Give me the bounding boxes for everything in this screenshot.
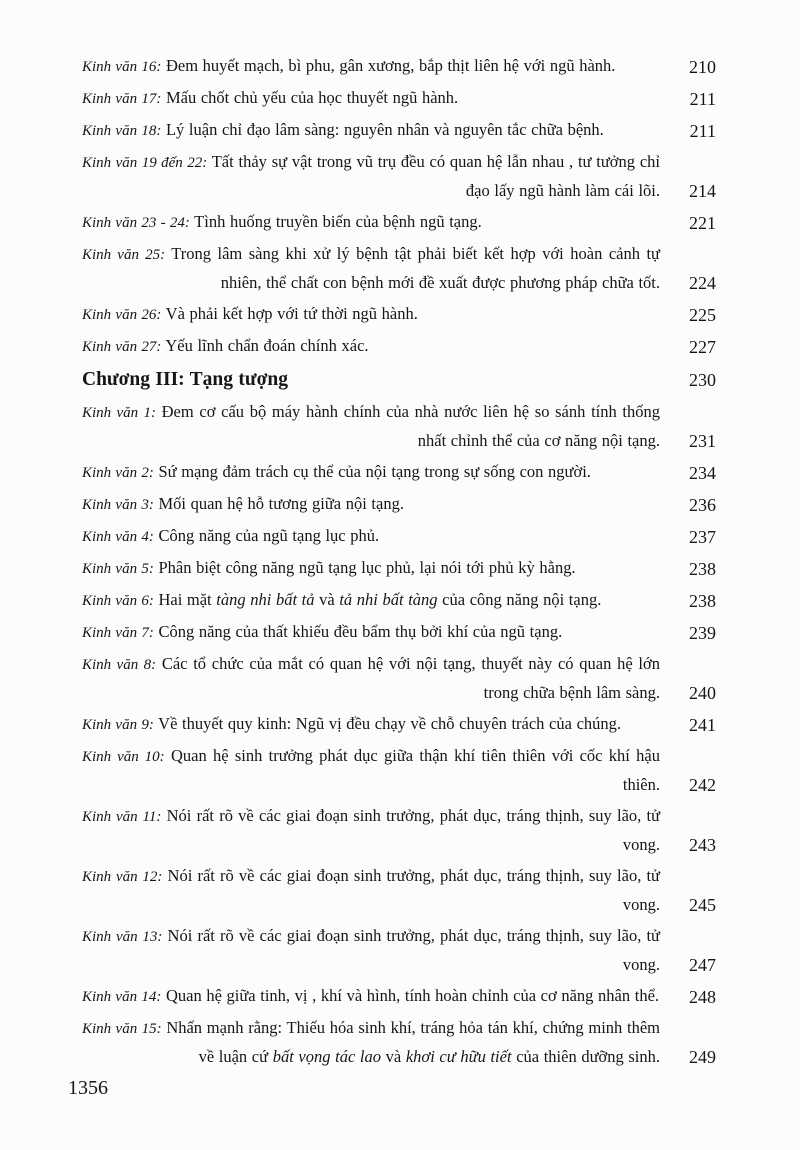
toc-entry <box>82 490 716 519</box>
entry-label: Kinh văn 27: <box>82 339 162 355</box>
entry-text-segment: Và phải kết hợp với tứ thời ngũ hành. <box>165 304 418 323</box>
entry-text-segment: Sứ mạng đảm trách cụ thể của nội tạng trong sự sống con người. <box>158 462 591 481</box>
entry-page-number: 211 <box>689 89 716 109</box>
entry-text-segment: và <box>314 590 340 609</box>
folio-page-number: 1356 <box>68 1077 108 1099</box>
entry-text <box>82 208 660 237</box>
toc-entry <box>82 52 716 81</box>
entry-label: Kinh văn 1: <box>82 405 156 421</box>
toc-entry <box>82 522 716 551</box>
entry-text <box>82 618 660 647</box>
entry-text <box>82 116 660 145</box>
entry-label: Kinh văn 26: <box>82 307 162 323</box>
entry-text <box>82 300 660 329</box>
entry-label: Kinh văn 7: <box>82 625 154 641</box>
entry-label: Kinh văn 17: <box>82 91 162 107</box>
entry-text-italic-segment: khơi cư hữu tiết <box>405 1047 512 1066</box>
toc-entry <box>82 802 716 859</box>
entry-label: Kinh văn 10: <box>82 749 165 765</box>
toc-entry <box>82 710 716 739</box>
toc-entry <box>82 742 716 799</box>
entry-label: Kinh văn 9: <box>82 717 154 733</box>
entry-page-number: 240 <box>689 683 716 703</box>
entry-page-number: 225 <box>689 305 716 325</box>
entry-label: Kinh văn 13: <box>82 929 163 945</box>
entry-text-segment: Nói rất rõ về các giai đoạn sinh trưởng, phát dục, tráng thịnh, suy lão, tử vong. <box>167 866 661 914</box>
entry-text <box>82 742 660 799</box>
entry-label: Kinh văn 5: <box>82 561 154 577</box>
entry-page-number: 234 <box>689 463 716 483</box>
entry-text <box>82 148 660 205</box>
entry-text-segment: Quan hệ sinh trưởng phát dục giữa thận khí tiên thiên với cốc khí hậu thiên. <box>170 746 660 794</box>
entry-page-number: 230 <box>689 370 716 390</box>
entry-label: Kinh văn 11: <box>82 809 162 825</box>
toc-entry <box>82 84 716 113</box>
entry-text <box>82 522 660 551</box>
entry-text-segment: Tất thảy sự vật trong vũ trụ đều có quan hệ lẫn nhau , tư tưởng chỉ đạo lấy ngũ hành làm cái lõi. <box>211 152 660 200</box>
entry-text <box>82 52 660 81</box>
entry-page-number: 236 <box>689 495 716 515</box>
entry-page-number: 238 <box>689 559 716 579</box>
toc-entry <box>82 922 716 979</box>
entry-page-number: 237 <box>689 527 716 547</box>
entry-page-number: 211 <box>689 121 716 141</box>
toc-entry <box>82 240 716 297</box>
entry-text-segment: Công năng của ngũ tạng lục phủ. <box>158 526 380 545</box>
toc-entry <box>82 554 716 583</box>
entry-label: Kinh văn 16: <box>82 59 162 75</box>
entry-text-segment: Yếu lĩnh chẩn đoán chính xác. <box>165 336 369 355</box>
entry-label: Kinh văn 12: <box>82 869 163 885</box>
entry-text-segment: Trong lâm sàng khi xử lý bệnh tật phải biết kết hợp với hoàn cảnh tự nhiên, thể chất con bệnh mới đề xuất được phương pháp chữa tốt. <box>171 244 661 292</box>
entry-page-number: 242 <box>689 775 716 795</box>
entry-text-segment: Đem huyết mạch, bì phu, gân xương, bắp thịt liên hệ với ngũ hành. <box>165 56 616 75</box>
entry-text-segment: Lý luận chỉ đạo lâm sàng: nguyên nhân và nguyên tắc chữa bệnh. <box>165 120 604 139</box>
entry-text-segment: Hai mặt <box>158 590 217 609</box>
toc-entry <box>82 208 716 237</box>
entry-page-number: 214 <box>689 181 716 201</box>
toc-entry <box>82 586 716 615</box>
entry-text-segment: Nhấn mạnh rằng: Thiếu hóa sinh khí, tráng hỏa tán khí, chứng minh thêm về luận cứ <box>166 1018 661 1066</box>
entry-label: Kinh văn 2: <box>82 465 154 481</box>
toc-entry <box>82 650 716 707</box>
toc-entry <box>82 332 716 361</box>
entry-text-segment: Đem cơ cấu bộ máy hành chính của nhà nước liên hệ so sánh tính thống nhất chỉnh thể của cơ năng nội tạng. <box>161 402 661 450</box>
entry-text-segment: Tình huống truyền biến của bệnh ngũ tạng. <box>194 212 482 231</box>
entry-page-number: 231 <box>689 431 716 451</box>
entry-label: Kinh văn 8: <box>82 657 157 673</box>
entry-text <box>82 240 660 297</box>
entry-text <box>82 862 660 919</box>
entry-text <box>82 554 660 583</box>
entry-text-segment: và <box>380 1047 406 1066</box>
entry-text-italic-segment: bất vọng tác lao <box>272 1047 381 1066</box>
toc-entry <box>82 618 716 647</box>
entry-text-segment: Chương III: Tạng tượng <box>82 369 288 390</box>
entry-text-segment: của thiên dưỡng sinh. <box>511 1047 660 1066</box>
toc-entry <box>82 116 716 145</box>
entry-text <box>82 490 660 519</box>
entry-label: Kinh văn 3: <box>82 497 154 513</box>
entry-label: Kinh văn 4: <box>82 529 154 545</box>
entry-text-segment: Nói rất rõ về các giai đoạn sinh trưởng, phát dục, tráng thịnh, suy lão, tử vong. <box>167 926 661 974</box>
entry-text <box>82 586 660 615</box>
entry-text <box>82 332 660 361</box>
entry-label: Kinh văn 23 - 24: <box>82 215 190 231</box>
chapter-heading-row <box>82 366 716 394</box>
entry-text-segment: Công năng của thất khiếu đều bẩm thụ bởi khí của ngũ tạng. <box>158 622 563 641</box>
entry-label: Kinh văn 25: <box>82 247 166 263</box>
entry-text-italic-segment: tả nhi bất tàng <box>339 590 438 609</box>
entry-text-segment: Mối quan hệ hỗ tương giữa nội tạng. <box>158 494 404 513</box>
toc-entry <box>82 300 716 329</box>
entry-page-number: 210 <box>689 57 716 77</box>
entry-text <box>82 1014 660 1071</box>
entry-text-segment: Mấu chốt chủ yếu của học thuyết ngũ hành. <box>165 88 459 107</box>
toc-entry <box>82 862 716 919</box>
entry-page-number: 241 <box>689 715 716 735</box>
entry-text <box>82 710 660 739</box>
toc-entry <box>82 148 716 205</box>
entry-text-segment: Nói rất rõ về các giai đoạn sinh trưởng, phát dục, tráng thịnh, suy lão, tử vong. <box>166 806 661 854</box>
entry-page-number: 248 <box>689 987 716 1007</box>
entry-text-italic-segment: tàng nhi bất tả <box>216 590 315 609</box>
entry-label: Kinh văn 18: <box>82 123 162 139</box>
entry-text <box>82 922 660 979</box>
entry-text-segment: Các tổ chức của mắt có quan hệ với nội tạng, thuyết này có quan hệ lớn trong chữa bệnh lâm sàng. <box>161 654 660 702</box>
chapter-heading <box>82 366 660 394</box>
entry-page-number: 245 <box>689 895 716 915</box>
entry-page-number: 249 <box>689 1047 716 1067</box>
entry-page-number: 227 <box>689 337 716 357</box>
entry-page-number: 243 <box>689 835 716 855</box>
toc-entry <box>82 398 716 455</box>
entry-page-number: 238 <box>689 591 716 611</box>
entry-text <box>82 398 660 455</box>
toc-entry <box>82 982 716 1011</box>
toc-entry <box>82 458 716 487</box>
entry-text <box>82 982 660 1011</box>
entry-text-segment: Quan hệ giữa tinh, vị , khí và hình, tính hoàn chỉnh của cơ năng nhân thể. <box>165 986 660 1005</box>
entry-text <box>82 84 660 113</box>
toc-list <box>82 52 716 1074</box>
entry-text <box>82 802 660 859</box>
entry-page-number: 221 <box>689 213 716 233</box>
entry-page-number: 224 <box>689 273 716 293</box>
entry-text-segment: Phân biệt công năng ngũ tạng lục phủ, lại nói tới phủ kỳ hằng. <box>158 558 576 577</box>
entry-page-number: 239 <box>689 623 716 643</box>
entry-page-number: 247 <box>689 955 716 975</box>
entry-text-segment: Về thuyết quy kinh: Ngũ vị đều chạy về chỗ chuyên trách của chúng. <box>158 714 622 733</box>
entry-text <box>82 458 660 487</box>
entry-label: Kinh văn 14: <box>82 989 162 1005</box>
entry-text-segment: của công năng nội tạng. <box>437 590 602 609</box>
entry-label: Kinh văn 15: <box>82 1021 162 1037</box>
entry-label: Kinh văn 6: <box>82 593 154 609</box>
toc-entry <box>82 1014 716 1071</box>
entry-text <box>82 650 660 707</box>
entry-label: Kinh văn 19 đến 22: <box>82 155 208 171</box>
